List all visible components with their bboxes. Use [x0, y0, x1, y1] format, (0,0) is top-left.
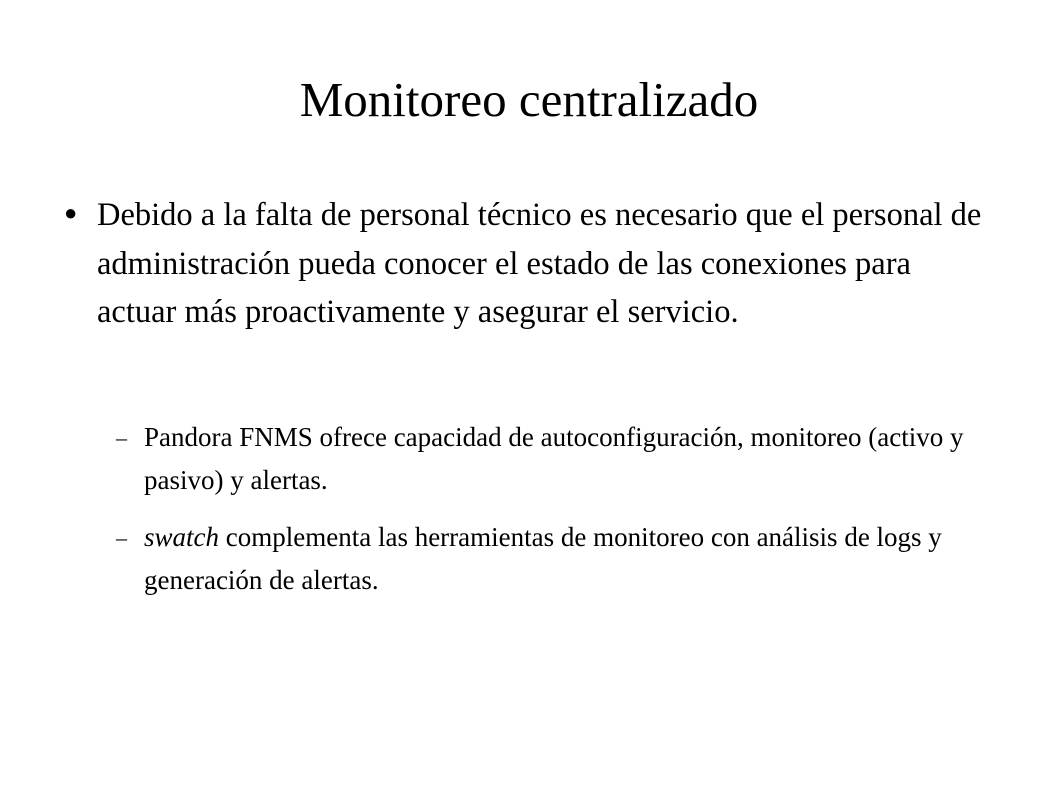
- slide-title: Monitoreo centralizado: [299, 72, 759, 127]
- main-bullet-text: Debido a la falta de personal técnico es necesario que el personal de administración pueda conocer el estado de las conexiones para actuar más proactivamente y asegurar el servicio.: [97, 197, 982, 330]
- swatch-emphasis: swatch: [144, 522, 220, 552]
- sub-bullet-text: Pandora FNMS ofrece capacidad de autoconfiguración, monitoreo (activo y pasivo) y alertas.: [144, 422, 964, 495]
- sub-bullet-text: [144, 516, 1004, 602]
- sub-bullet-rest: complementa las herramientas de monitoreo con análisis de logs y generación de alertas.: [144, 522, 942, 595]
- bullet-dot-icon: ●: [64, 200, 78, 225]
- dash-icon: –: [116, 425, 127, 450]
- dash-icon: –: [116, 525, 127, 550]
